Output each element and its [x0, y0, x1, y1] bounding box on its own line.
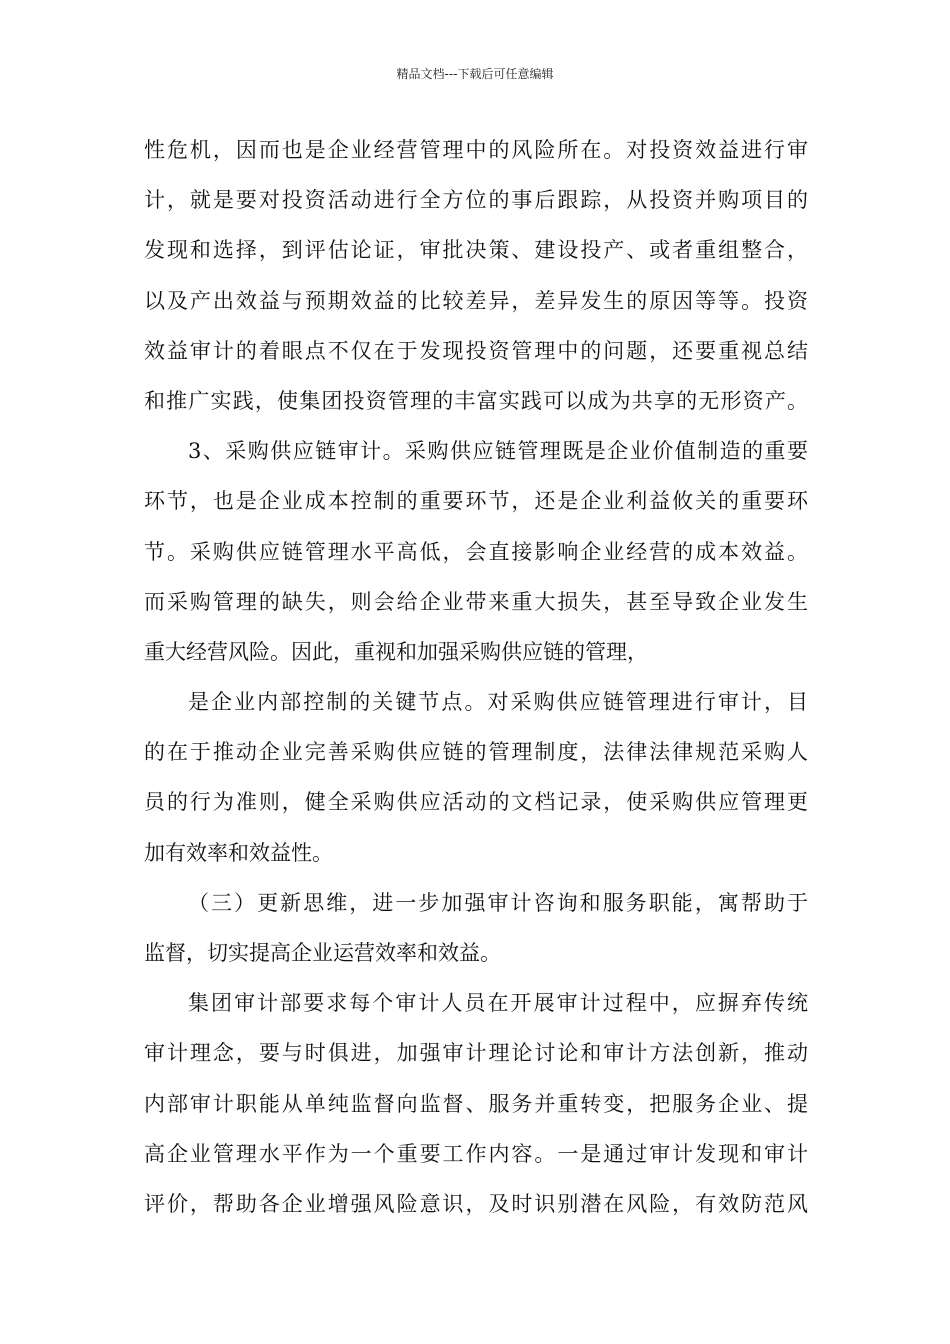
text-line: （三）更新思维，进一步加强审计咨询和服务职能，寓帮助于	[188, 890, 808, 915]
text-line: 性危机，因而也是企业经营管理中的风险所在。对投资效益进行审	[144, 138, 808, 162]
text-line: 集团审计部要求每个审计人员在开展审计过程中，应摒弃传统	[188, 991, 808, 1016]
text-line: 重大经营风险。因此，重视和加强采购供应链的管理，	[144, 639, 648, 664]
text-line: 是企业内部控制的关键节点。对采购供应链管理进行审计，目	[188, 690, 808, 715]
text-line: 的在于推动企业完善采购供应链的管理制度，法律法律规范采购人	[144, 740, 808, 765]
text-line: 发现和选择，到评估论证，审批决策、建设投产、或者重组整合，	[144, 238, 808, 263]
text-line: 监督，切实提高企业运营效率和效益。	[144, 941, 501, 965]
text-line: 以及产出效益与预期效益的比较差异，差异发生的原因等等。投资	[144, 288, 808, 313]
text-line: 加有效率和效益性。	[144, 840, 333, 865]
text-line: 审计理念，要与时俱进，加强审计理论讨论和审计方法创新，推动	[144, 1041, 808, 1066]
text-line: 员的行为准则，健全采购供应活动的文档记录，使采购供应管理更	[144, 790, 808, 815]
page-header: 精品文档---下载后可任意编辑	[396, 67, 554, 81]
text-line: 和推广实践，使集团投资管理的丰富实践可以成为共享的无形资产。	[144, 388, 808, 413]
text-line: 计，就是要对投资活动进行全方位的事后跟踪，从投资并购项目的	[144, 188, 808, 213]
text-line: 节。采购供应链管理水平高低，会直接影响企业经营的成本效益。	[144, 539, 808, 564]
text-line: 评价，帮助各企业增强风险意识，及时识别潜在风险，有效防范风	[144, 1191, 808, 1216]
text-line: 环节，也是企业成本控制的重要环节，还是企业利益攸关的重要环	[144, 489, 808, 514]
text-line: 高企业管理水平作为一个重要工作内容。一是通过审计发现和审计	[144, 1141, 808, 1166]
text-line: 3、采购供应链审计。采购供应链管理既是企业价值制造的重要	[188, 439, 808, 464]
text-line: 内部审计职能从单纯监督向监督、服务并重转变，把服务企业、提	[144, 1091, 808, 1116]
text-line: 效益审计的着眼点不仅在于发现投资管理中的问题，还要重视总结	[144, 338, 808, 363]
text-line: 而采购管理的缺失，则会给企业带来重大损失，甚至导致企业发生	[144, 589, 808, 614]
document-body	[144, 125, 808, 1229]
